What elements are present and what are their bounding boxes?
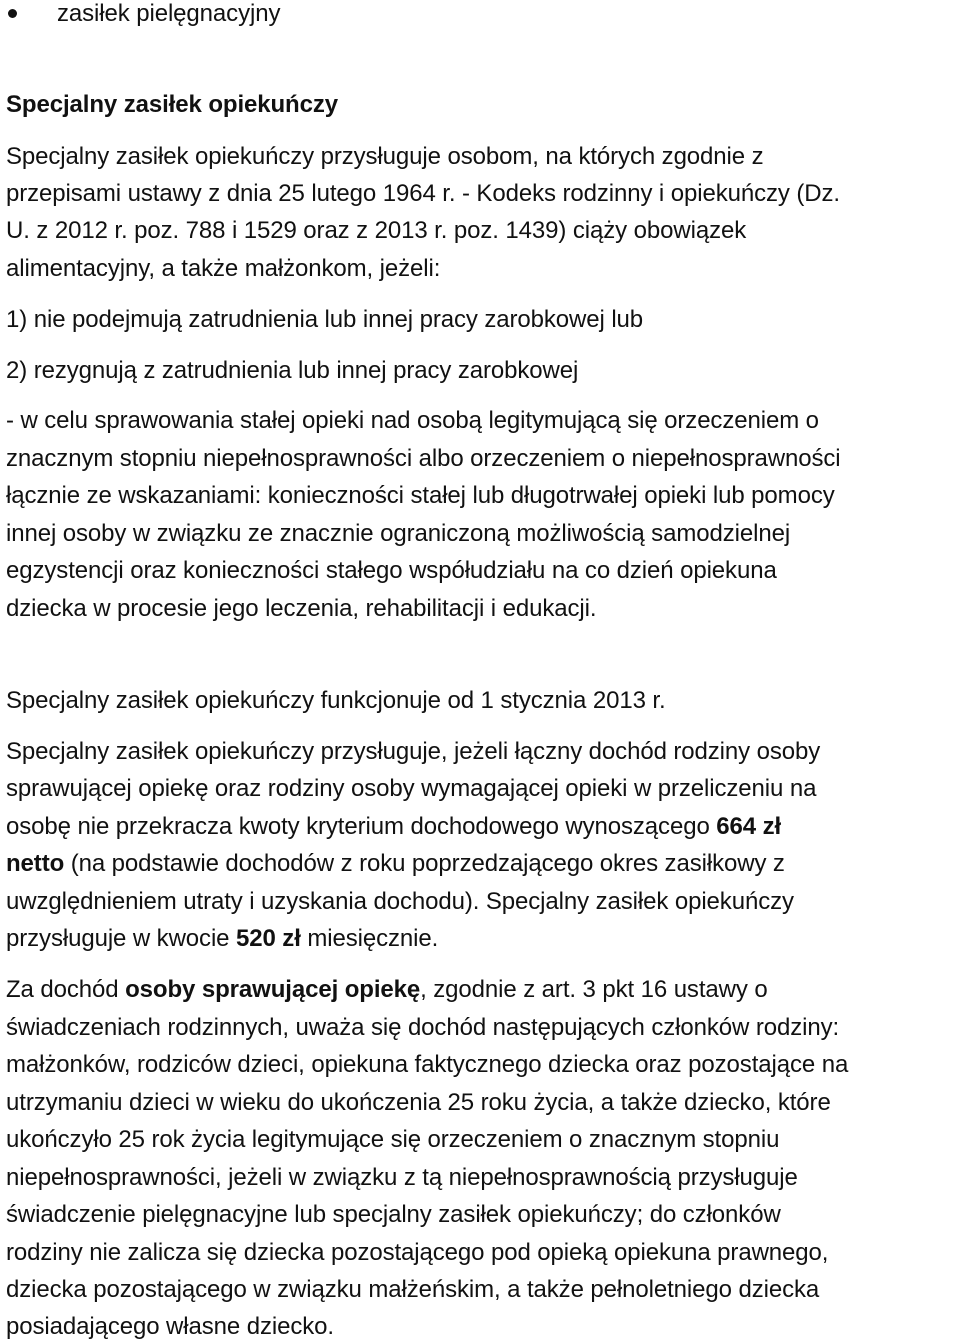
- definition-line: [6, 978, 768, 1002]
- definition-term: osoby sprawującej opiekę: [125, 976, 421, 1003]
- income-line: uwzględnieniem utraty i uzyskania dochodu). Specjalny zasiłek opiekuńczy: [6, 888, 794, 915]
- income-line: [6, 927, 438, 951]
- definition-line: ukończyło 25 rok życia legitymujące się orzeczeniem o znacznym stopniu: [6, 1126, 780, 1153]
- purpose-line: innej osoby w związku ze znacznie ograniczoną możliwością samodzielnej: [6, 520, 791, 547]
- income-text: (na podstawie dochodów z roku poprzedzającego okres zasiłkowy z: [64, 850, 785, 877]
- bullet-marker: [8, 9, 17, 18]
- definition-line: dziecka pozostającego w związku małżeńskim, a także pełnoletniego dziecka: [6, 1276, 820, 1303]
- section-heading: Specjalny zasiłek opiekuńczy: [6, 91, 339, 118]
- intro-line: przepisami ustawy z dnia 25 lutego 1964 r. - Kodeks rodzinny i opiekuńczy (Dz.: [6, 180, 840, 207]
- income-threshold-amount: 664 zł: [716, 813, 782, 840]
- condition-item: 2) rezygnują z zatrudnienia lub innej pracy zarobkowej: [6, 357, 579, 384]
- benefit-amount: 520 zł: [236, 925, 301, 952]
- income-text: przysługuje w kwocie: [6, 925, 236, 952]
- income-text: osobę nie przekracza kwoty kryterium dochodowego wynoszącego: [6, 813, 717, 840]
- intro-line: U. z 2012 r. poz. 788 i 1529 oraz z 2013 r. poz. 1439) ciąży obowiązek: [6, 217, 747, 244]
- definition-line: świadczeniach rodzinnych, uważa się dochód następujących członków rodziny:: [6, 1014, 840, 1041]
- intro-line: alimentacyjny, a także małżonkom, jeżeli:: [6, 255, 441, 282]
- income-line: [6, 815, 781, 839]
- definition-line: posiadającego własne dziecko.: [6, 1313, 334, 1340]
- definition-line: utrzymaniu dzieci w wieku do ukończenia 25 roku życia, a także dziecko, które: [6, 1089, 831, 1116]
- income-line: sprawującej opiekę oraz rodziny osoby wymagającej opieki w przeliczeniu na: [6, 775, 817, 802]
- condition-item: 1) nie podejmują zatrudnienia lub innej pracy zarobkowej lub: [6, 306, 644, 333]
- definition-text: Za dochód: [6, 976, 126, 1003]
- purpose-line: egzystencji oraz konieczności stałego współudziału na co dzień opiekuna: [6, 557, 777, 584]
- income-line: [6, 852, 785, 876]
- income-line: Specjalny zasiłek opiekuńczy przysługuje, jeżeli łączny dochód rodziny osoby: [6, 738, 821, 765]
- bullet-item-text: zasiłek pielęgnacyjny: [57, 0, 281, 27]
- purpose-line: - w celu sprawowania stałej opieki nad osobą legitymującą się orzeczeniem o: [6, 407, 819, 434]
- purpose-line: dziecka w procesie jego leczenia, rehabilitacji i edukacji.: [6, 595, 597, 622]
- purpose-line: łącznie ze wskazaniami: konieczności stałej lub długotrwałej opieki lub pomocy: [6, 482, 835, 509]
- definition-line: małżonków, rodziców dzieci, opiekuna faktycznego dziecka oraz pozostające na: [6, 1051, 849, 1078]
- income-text: miesięcznie.: [300, 925, 439, 952]
- definition-line: świadczenie pielęgnacyjne lub specjalny zasiłek opiekuńczy; do członków: [6, 1201, 781, 1228]
- since-paragraph: Specjalny zasiłek opiekuńczy funkcjonuje od 1 stycznia 2013 r.: [6, 687, 666, 714]
- intro-line: Specjalny zasiłek opiekuńczy przysługuje osobom, na których zgodnie z: [6, 143, 764, 170]
- definition-line: rodziny nie zalicza się dziecka pozostającego pod opieką opiekuna prawnego,: [6, 1239, 829, 1266]
- definition-text: , zgodnie z art. 3 pkt 16 ustawy o: [420, 976, 768, 1003]
- income-threshold-netto: netto: [6, 850, 65, 877]
- definition-line: niepełnosprawności, jeżeli w związku z tą niepełnosprawnością przysługuje: [6, 1164, 798, 1191]
- purpose-line: znacznym stopniu niepełnosprawności albo orzeczeniem o niepełnosprawności: [6, 445, 841, 472]
